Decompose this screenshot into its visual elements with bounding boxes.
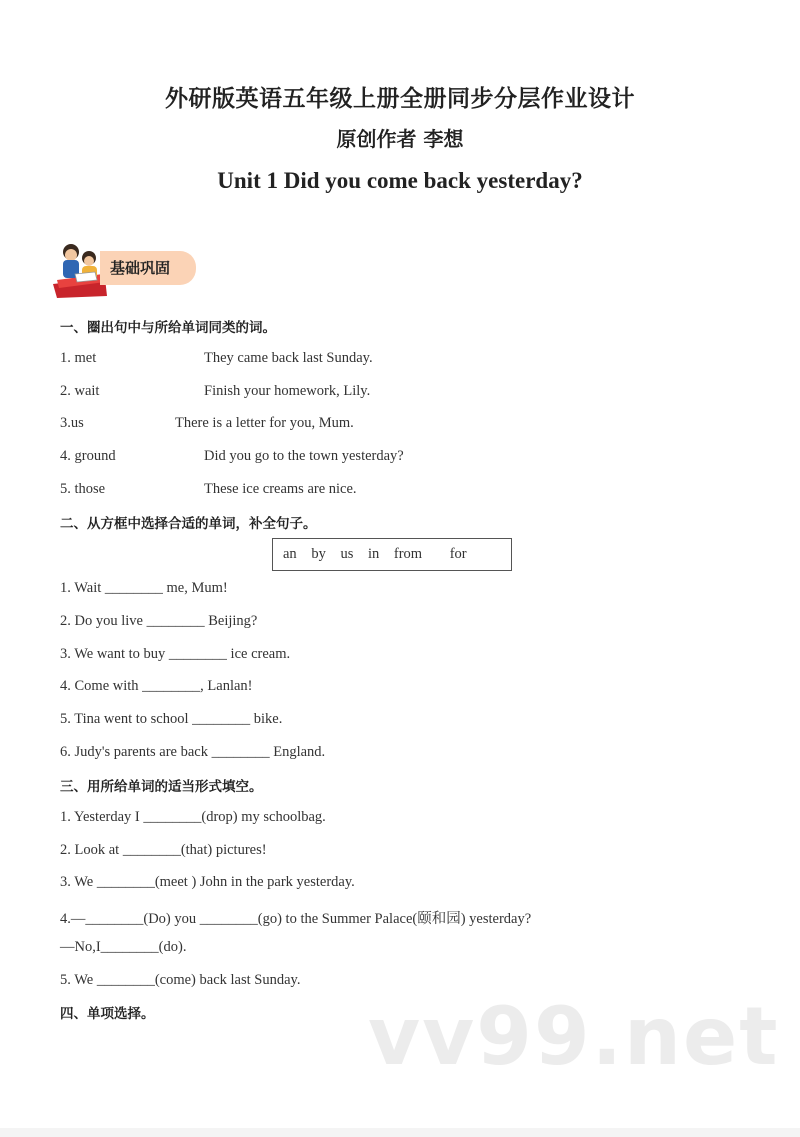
section4-heading: 四、单项选择。 — [60, 1006, 155, 1022]
section3-item: 4.—________(Do) you ________(go) to the Summer Palace(颐和园) yesterday? — [60, 911, 532, 927]
word-bank-item: us — [340, 546, 354, 562]
unit-title: Unit 1 Did you come back yesterday? — [217, 168, 583, 193]
word-bank-box — [272, 538, 512, 571]
section1-sentence: There is a letter for you, Mum. — [175, 415, 354, 431]
section1-heading: 一、圈出句中与所给单词同类的词。 — [60, 320, 276, 336]
section3-item: —No,I________(do). — [60, 939, 187, 955]
word-bank-item: from — [393, 546, 423, 562]
section1-sentence: They came back last Sunday. — [204, 350, 373, 366]
word-bank-item: an — [283, 546, 297, 562]
watermark: vv99.net — [368, 990, 780, 1083]
word-bank-item: in — [367, 546, 380, 562]
section2-item: 4. Come with ________, Lanlan! — [60, 678, 253, 694]
section1-sentence: Finish your homework, Lily. — [204, 383, 371, 399]
section2-item: 6. Judy's parents are back ________ England. — [60, 744, 326, 760]
page-bottom-edge — [0, 1128, 800, 1137]
section3-heading: 三、用所给单词的适当形式填空。 — [60, 779, 263, 795]
section2-item: 2. Do you live ________ Beijing? — [60, 613, 258, 629]
word-bank-item: for — [449, 546, 467, 562]
document-title: 外研版英语五年级上册全册同步分层作业设计 — [165, 86, 635, 112]
section2-heading: 二、从方框中选择合适的单词，补全句子。 — [60, 516, 317, 532]
section3-item: 3. We ________(meet ) John in the park yesterday. — [60, 874, 355, 890]
author-line: 原创作者 李想 — [336, 127, 464, 151]
section1-word: 3.us — [60, 415, 84, 431]
section3-item: 2. Look at ________(that) pictures! — [60, 842, 267, 858]
section2-item: 1. Wait ________ me, Mum! — [60, 580, 228, 596]
section1-word: 1. met — [60, 350, 97, 366]
section1-sentence: Did you go to the town yesterday? — [204, 448, 404, 464]
section3-item: 5. We ________(come) back last Sunday. — [60, 972, 301, 988]
section1-sentence: These ice creams are nice. — [204, 481, 357, 497]
section1-word: 5. those — [60, 481, 106, 497]
section2-item: 3. We want to buy ________ ice cream. — [60, 646, 291, 662]
section1-word: 2. wait — [60, 383, 100, 399]
section-badge-label: 基础巩固 — [100, 251, 196, 285]
section1-word: 4. ground — [60, 448, 116, 464]
word-bank-item: by — [311, 546, 326, 562]
section2-item: 5. Tina went to school ________ bike. — [60, 711, 283, 727]
section3-item: 1. Yesterday I ________(drop) my schoolbag. — [60, 809, 326, 825]
